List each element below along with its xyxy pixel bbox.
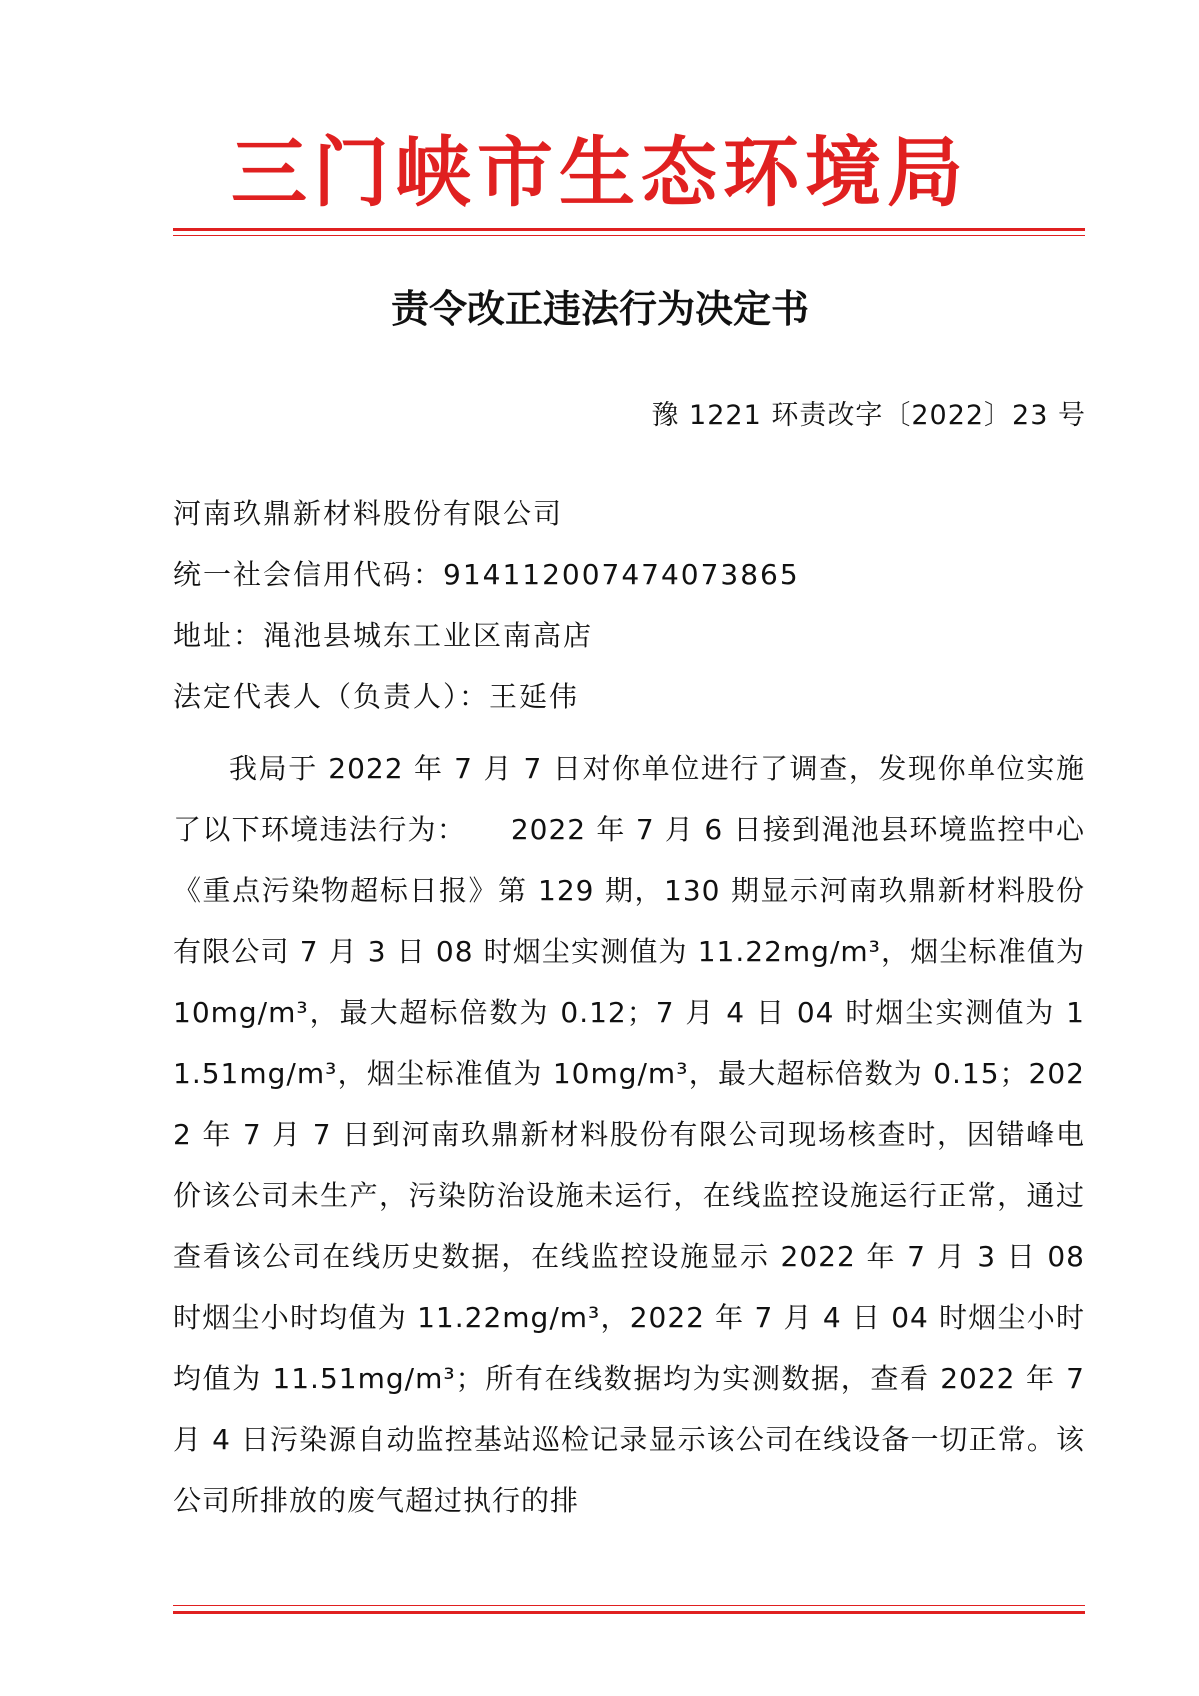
violation-description-paragraph: 我局于 2022 年 7 月 7 日对你单位进行了调查，发现你单位实施了以下环境违法行为： 2022 年 7 月 6 日接到渑池县环境监控中心《重点污染物超标日报》第 129 期，130 期显示河南玖鼎新材料股份有限公司 7 月 3 日 08 时烟尘实测值为 11.22mg/m³，烟尘标准值为 10mg/m³，最大超标倍数为 0.12；7 月 4 日 04 时烟尘实测值为 11.51mg/m³，烟尘标准值为 10mg/m³，最大超标倍数为 0.15；2022 年 7 月 7 日到河南玖鼎新材料股份有限公司现场核查时，因错峰电价该公司未生产，污染防治设施未运行，在线监控设施运行正常，通过查看该公司在线历史数据，在线监控设施显示 2022 年 7 月 3 日 08 时烟尘小时均值为 11.22mg/m³，2022 年 7 月 4 日 04 时烟尘小时均值为 11.51mg/m³；所有在线数据均为实测数据，查看 2022 年 7 月 4 日污染源自动监控基站巡检记录显示该公司在线设备一切正常。该公司所排放的废气超过执行的排 xyxy=(173,752,1085,1517)
organization-header: 三门峡市生态环境局 xyxy=(231,128,969,217)
header-divider-thick xyxy=(173,228,1085,231)
footer-divider-thick xyxy=(173,1611,1085,1614)
footer-divider-thin xyxy=(173,1605,1085,1606)
document-number: 豫 1221 环责改字〔2022〕23 号 xyxy=(651,400,1086,431)
address-value: 渑池县城东工业区南高店 xyxy=(263,619,594,652)
document-title: 责令改正违法行为决定书 xyxy=(390,286,809,331)
credit-code-line xyxy=(173,555,800,595)
header-divider-thin xyxy=(173,235,1085,236)
representative-value: 王延伟 xyxy=(489,680,580,713)
credit-code-value: 91411200747407386​5 xyxy=(443,558,800,591)
recipient-company: 河南玖鼎新材料股份有限公司 xyxy=(173,497,564,530)
address-line xyxy=(173,616,593,656)
address-label: 地址： xyxy=(173,619,264,652)
representative-line xyxy=(173,677,579,717)
credit-code-label: 统一社会信用代码： xyxy=(173,558,444,591)
representative-label: 法定代表人（负责人）： xyxy=(173,680,490,713)
